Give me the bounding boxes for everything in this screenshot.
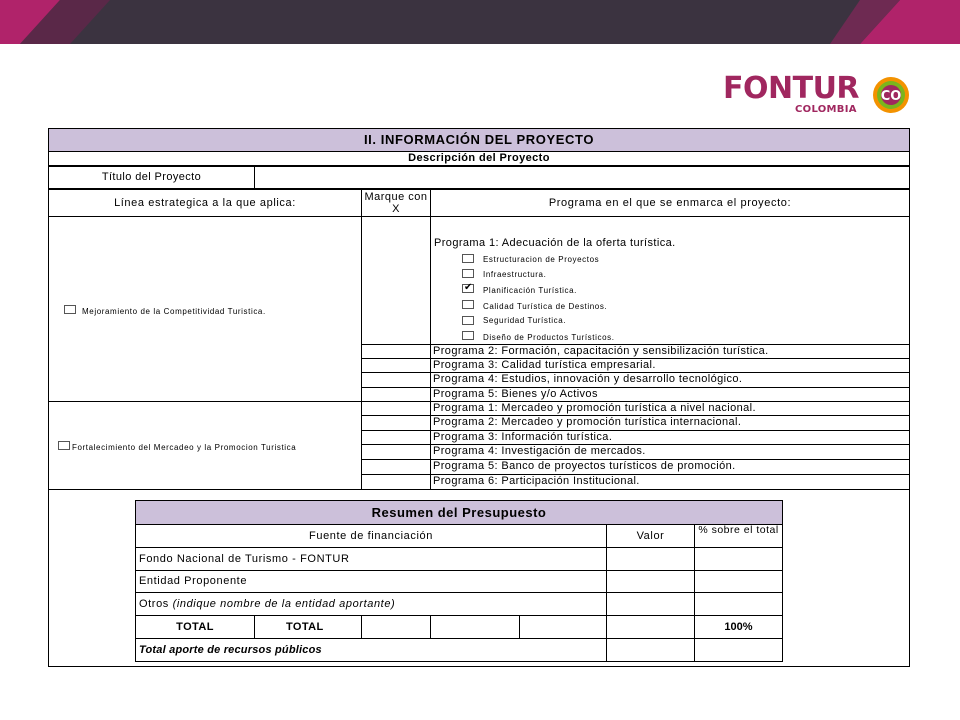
line-2-program-5-mark[interactable]	[361, 459, 431, 475]
option-checkbox-4[interactable]	[462, 300, 474, 309]
line-2-program-3: Programa 3: Información turística.	[430, 430, 910, 445]
budget-title: Resumen del Presupuesto	[135, 500, 783, 525]
budget-public-label: Total aporte de recursos públicos	[135, 638, 607, 662]
line-1-program-3: Programa 3: Calidad turística empresarial.	[430, 358, 910, 373]
budget-row-proponent-pct[interactable]	[694, 570, 783, 593]
strategic-line-2	[48, 401, 362, 490]
budget-total-label-1: TOTAL	[135, 615, 255, 639]
line-1-program-1-mark[interactable]	[361, 216, 431, 345]
line-1-program-3-mark[interactable]	[361, 358, 431, 373]
budget-row-others	[135, 592, 607, 616]
budget-pct-header: % sobre el total	[694, 524, 783, 548]
budget-value-header: Valor	[606, 524, 695, 548]
budget-total-label-2: TOTAL	[254, 615, 362, 639]
line-1-program-4-mark[interactable]	[361, 372, 431, 388]
option-label-6: Diseño de Productos Turísticos.	[483, 333, 615, 342]
option-label-5: Seguridad Turística.	[483, 316, 567, 325]
checkmark-icon: ✔	[464, 282, 473, 293]
option-checkbox-5[interactable]	[462, 316, 474, 325]
line-2-program-1: Programa 1: Mercadeo y promoción turística a nivel nacional.	[430, 401, 910, 416]
line-1-program-2-mark[interactable]	[361, 344, 431, 359]
budget-total-pct: 100%	[694, 615, 783, 639]
option-checkbox-3[interactable]	[462, 284, 474, 293]
budget-total-cell-5[interactable]	[519, 615, 607, 639]
others-hint: (indique nombre de la entidad aportante)	[172, 598, 396, 610]
budget-public-pct[interactable]	[694, 638, 783, 662]
line-2-program-6: Programa 6: Participación Institucional.	[430, 474, 910, 490]
budget-total-cell-4[interactable]	[430, 615, 520, 639]
line-2-program-4: Programa 4: Investigación de mercados.	[430, 444, 910, 460]
option-checkbox-2[interactable]	[462, 269, 474, 278]
budget-row-proponent: Entidad Proponente	[135, 570, 607, 593]
co-badge-icon	[871, 75, 911, 115]
line-2-program-2-mark[interactable]	[361, 415, 431, 431]
line-1-program-2: Programa 2: Formación, capacitación y sensibilización turística.	[430, 344, 910, 359]
top-banner	[0, 0, 960, 44]
line-2-label: Fortalecimiento del Mercadeo y la Promocion Turistica	[72, 443, 297, 452]
strategic-line-header: Línea estrategica a la que aplica:	[48, 189, 362, 217]
line-1-program-4: Programa 4: Estudios, innovación y desarrollo tecnológico.	[430, 372, 910, 388]
budget-public-value[interactable]	[606, 638, 695, 662]
budget-source-header: Fuente de financiación	[135, 524, 607, 548]
project-title-label: Título del Proyecto	[48, 166, 255, 189]
option-label-4: Calidad Turística de Destinos.	[483, 302, 608, 311]
logo-wordmark: FONTUR	[723, 71, 860, 106]
project-title-input[interactable]	[254, 166, 910, 189]
fontur-logo	[723, 72, 913, 122]
section-title: II. INFORMACIÓN DEL PROYECTO	[48, 128, 910, 152]
option-label-2: Infraestructura.	[483, 270, 547, 279]
budget-row-fontur-pct[interactable]	[694, 547, 783, 571]
budget-total-value[interactable]	[606, 615, 695, 639]
option-label-1: Estructuracion de Proyectos	[483, 255, 600, 264]
logo-country: COLOMBIA	[795, 104, 857, 115]
line-2-program-6-mark[interactable]	[361, 474, 431, 490]
strategic-line-1	[48, 216, 362, 402]
program-header: Programa en el que se enmarca el proyecto:	[430, 189, 910, 217]
budget-total-cell-3[interactable]	[361, 615, 431, 639]
program-1-title: Programa 1: Adecuación de la oferta turística.	[434, 237, 676, 249]
line-2-checkbox[interactable]	[58, 441, 70, 450]
line-2-program-3-mark[interactable]	[361, 430, 431, 445]
others-label: Otros	[139, 598, 169, 610]
badge-text: CO	[880, 89, 902, 104]
option-checkbox-6[interactable]	[462, 331, 474, 340]
line-2-program-4-mark[interactable]	[361, 444, 431, 460]
budget-row-others-pct[interactable]	[694, 592, 783, 616]
line-1-program-1	[430, 216, 910, 345]
line-2-program-2: Programa 2: Mercadeo y promoción turística internacional.	[430, 415, 910, 431]
budget-row-fontur-value[interactable]	[606, 547, 695, 571]
budget-row-proponent-value[interactable]	[606, 570, 695, 593]
line-1-checkbox[interactable]	[64, 305, 76, 314]
budget-row-fontur: Fondo Nacional de Turismo - FONTUR	[135, 547, 607, 571]
budget-row-others-value[interactable]	[606, 592, 695, 616]
line-2-program-1-mark[interactable]	[361, 401, 431, 416]
option-label-3: Planificación Turística.	[483, 286, 577, 295]
mark-header: Marque con X	[361, 189, 431, 217]
line-1-program-5-mark[interactable]	[361, 387, 431, 402]
section-subtitle: Descripción del Proyecto	[48, 151, 910, 166]
option-checkbox-1[interactable]	[462, 254, 474, 263]
line-2-program-5: Programa 5: Banco de proyectos turísticos de promoción.	[430, 459, 910, 475]
line-1-label: Mejoramiento de la Competitividad Turistica.	[82, 307, 266, 316]
line-1-program-5: Programa 5: Bienes y/o Activos	[430, 387, 910, 402]
